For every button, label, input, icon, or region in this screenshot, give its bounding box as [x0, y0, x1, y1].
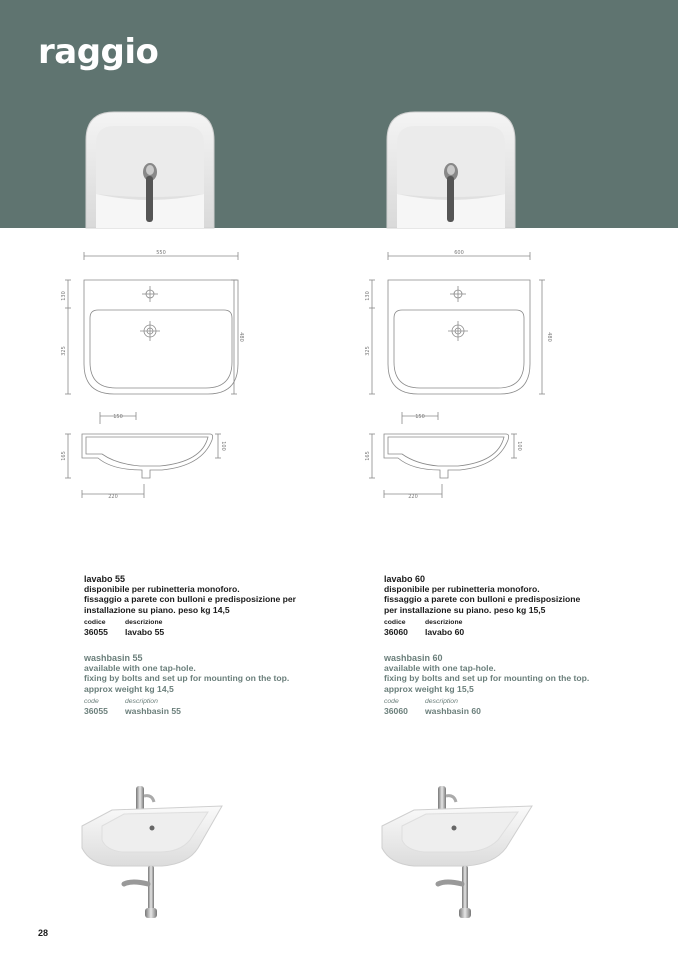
product-title-en: washbasin 60: [384, 653, 443, 664]
code-label: code: [384, 697, 399, 705]
dim-side-height: 165: [365, 451, 371, 461]
dim-top-depth: 130: [61, 291, 67, 301]
english-spec: [84, 653, 324, 716]
dim-bottom: 220: [108, 494, 118, 500]
product-spec-left: [84, 574, 324, 716]
hero-basin-image-left: [82, 110, 218, 228]
dim-total-depth: 480: [238, 332, 244, 342]
dim-total-depth: 480: [546, 332, 552, 342]
product-photo-left: [72, 752, 244, 928]
code-label: code: [84, 697, 99, 705]
code-label: codice: [384, 618, 406, 626]
technical-drawing-left: [62, 244, 314, 506]
spec-line: fissaggio a parete con bulloni e predisposizione per: [84, 594, 297, 605]
page-number: 28: [38, 928, 49, 938]
spec-line: available with one tap-hole.: [384, 663, 496, 674]
product-title-it: lavabo 60: [384, 574, 426, 584]
desc-label: description: [125, 697, 158, 705]
product-code: 36060: [384, 705, 408, 716]
header-banner: [0, 0, 678, 228]
dim-bottom: 220: [408, 494, 418, 500]
product-code: 36055: [84, 705, 108, 716]
spec-line: disponibile per rubinetteria monoforo.: [84, 584, 240, 595]
english-spec: [384, 653, 624, 716]
product-desc: lavabo 60: [425, 626, 465, 637]
dim-tap-offset: 150: [113, 414, 123, 420]
code-label: codice: [84, 618, 106, 626]
dim-side-height: 165: [61, 451, 67, 461]
spec-line: disponibile per rubinetteria monoforo.: [384, 584, 540, 595]
product-spec-right: [384, 574, 624, 716]
dim-side-100: 100: [220, 441, 226, 451]
product-desc: washbasin 55: [125, 705, 181, 716]
dim-bowl-depth: 325: [365, 346, 371, 356]
product-desc: washbasin 60: [425, 705, 481, 716]
dim-width: 550: [156, 250, 166, 256]
desc-label: description: [425, 697, 458, 705]
product-code: 36055: [84, 626, 108, 637]
product-desc: lavabo 55: [125, 626, 165, 637]
spec-line: approx weight kg 15,5: [384, 683, 474, 694]
spec-line: available with one tap-hole.: [84, 663, 196, 674]
spec-line: fissaggio a parete con bulloni e predisposizione: [384, 594, 581, 605]
product-title-it: lavabo 55: [84, 574, 126, 584]
dim-side-100: 100: [516, 441, 522, 451]
dim-bowl-depth: 325: [61, 346, 67, 356]
spec-line: fixing by bolts and set up for mounting on the top.: [84, 673, 290, 684]
hero-basin-image-right: [383, 110, 519, 228]
dim-width: 600: [454, 250, 464, 256]
desc-label: descrizione: [425, 618, 463, 626]
dim-top-depth: 130: [365, 291, 371, 301]
desc-label: descrizione: [125, 618, 163, 626]
spec-line: per installazione su piano. peso kg 15,5: [384, 604, 546, 615]
brand-logo: raggio: [38, 32, 159, 72]
spec-line: installazione su piano. peso kg 14,5: [84, 604, 230, 615]
product-photo-right: [374, 752, 546, 928]
spec-line: approx weight kg 14,5: [84, 683, 174, 694]
product-title-en: washbasin 55: [84, 653, 143, 664]
spec-line: fixing by bolts and set up for mounting on the top.: [384, 673, 590, 684]
dim-tap-offset: 150: [415, 414, 425, 420]
technical-drawing-right: [362, 244, 614, 506]
product-code: 36060: [384, 626, 408, 637]
